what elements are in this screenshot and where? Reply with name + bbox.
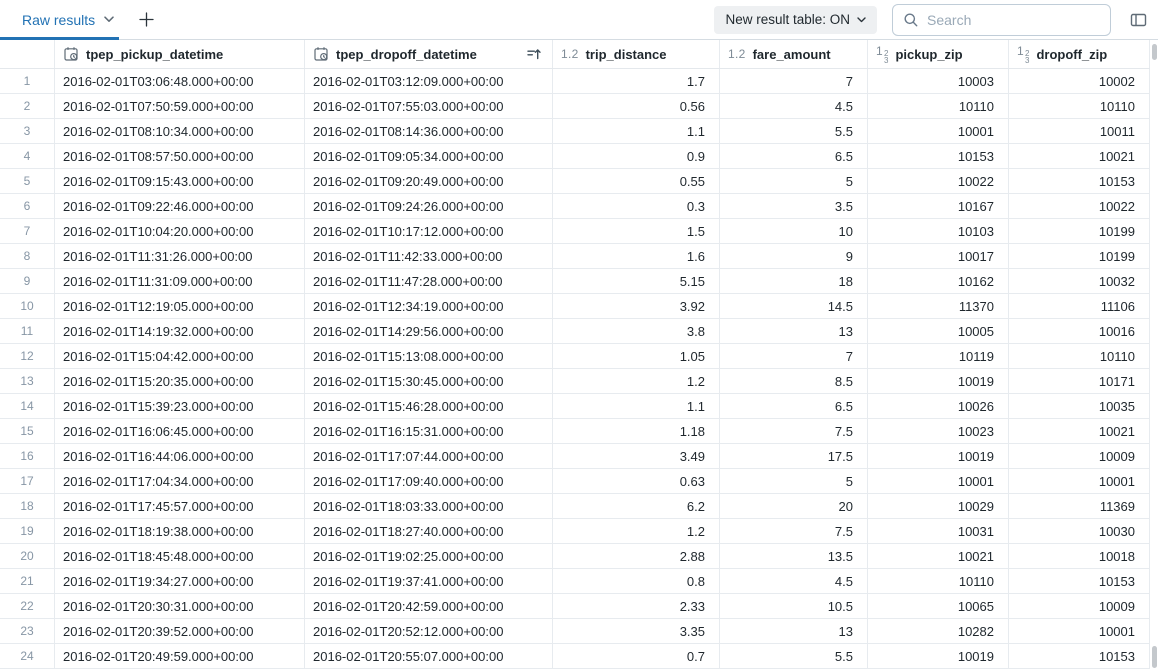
cell-pickup_zip[interactable]: 11370 (868, 294, 1009, 318)
cell-fare_amount[interactable]: 4.5 (720, 569, 868, 593)
cell-dropoff_zip[interactable]: 10009 (1009, 594, 1150, 618)
cell-tpep_pickup_datetime[interactable]: 2016-02-01T17:04:34.000+00:00 (55, 469, 305, 493)
row-index: 2 (0, 94, 55, 118)
cell-tpep_pickup_datetime[interactable]: 2016-02-01T10:04:20.000+00:00 (55, 219, 305, 243)
cell-fare_amount[interactable]: 7.5 (720, 419, 868, 443)
cell-pickup_zip[interactable]: 10282 (868, 619, 1009, 643)
cell-dropoff_zip[interactable]: 10110 (1009, 94, 1150, 118)
cell-trip_distance[interactable]: 3.35 (553, 619, 720, 643)
results-table (0, 40, 1150, 669)
cell-tpep_pickup_datetime[interactable]: 2016-02-01T16:44:06.000+00:00 (55, 444, 305, 468)
cell-dropoff_zip[interactable]: 10153 (1009, 644, 1150, 668)
cell-dropoff_zip[interactable]: 11106 (1009, 294, 1150, 318)
cell-tpep_pickup_datetime[interactable]: 2016-02-01T15:20:35.000+00:00 (55, 369, 305, 393)
cell-pickup_zip[interactable]: 10153 (868, 144, 1009, 168)
table-row (0, 169, 1150, 194)
integer-type-icon: 1 2 3 (876, 44, 889, 65)
table-row (0, 544, 1150, 569)
cell-dropoff_zip[interactable]: 10153 (1009, 569, 1150, 593)
integer-type-icon: 1 2 3 (1017, 44, 1030, 65)
cell-pickup_zip[interactable]: 10001 (868, 469, 1009, 493)
cell-tpep_pickup_datetime[interactable]: 2016-02-01T08:57:50.000+00:00 (55, 144, 305, 168)
cell-tpep_dropoff_datetime[interactable]: 2016-02-01T03:12:09.000+00:00 (305, 69, 553, 93)
table-row (0, 594, 1150, 619)
column-header-dropoff_zip[interactable] (1009, 40, 1150, 68)
cell-trip_distance[interactable]: 5.15 (553, 269, 720, 293)
cell-trip_distance[interactable]: 0.63 (553, 469, 720, 493)
cell-tpep_pickup_datetime[interactable]: 2016-02-01T11:31:26.000+00:00 (55, 244, 305, 268)
cell-dropoff_zip[interactable]: 10199 (1009, 219, 1150, 243)
table-row (0, 619, 1150, 644)
table-row (0, 94, 1150, 119)
row-index: 13 (0, 369, 55, 393)
cell-trip_distance[interactable]: 1.1 (553, 394, 720, 418)
cell-tpep_dropoff_datetime[interactable]: 2016-02-01T17:07:44.000+00:00 (305, 444, 553, 468)
table-row (0, 644, 1150, 669)
cell-tpep_dropoff_datetime[interactable]: 2016-02-01T09:20:49.000+00:00 (305, 169, 553, 193)
cell-trip_distance[interactable]: 1.6 (553, 244, 720, 268)
cell-fare_amount[interactable]: 20 (720, 494, 868, 518)
row-index: 12 (0, 344, 55, 368)
cell-trip_distance[interactable]: 1.05 (553, 344, 720, 368)
cell-tpep_dropoff_datetime[interactable]: 2016-02-01T20:42:59.000+00:00 (305, 594, 553, 618)
cell-tpep_dropoff_datetime[interactable]: 2016-02-01T11:47:28.000+00:00 (305, 269, 553, 293)
cell-pickup_zip[interactable]: 10021 (868, 544, 1009, 568)
row-index: 11 (0, 319, 55, 343)
cell-tpep_dropoff_datetime[interactable]: 2016-02-01T15:46:28.000+00:00 (305, 394, 553, 418)
cell-tpep_pickup_datetime[interactable]: 2016-02-01T20:39:52.000+00:00 (55, 619, 305, 643)
cell-pickup_zip[interactable]: 10162 (868, 269, 1009, 293)
table-row (0, 369, 1150, 394)
calendar-clock-icon (313, 46, 329, 62)
cell-fare_amount[interactable]: 9 (720, 244, 868, 268)
cell-tpep_dropoff_datetime[interactable]: 2016-02-01T08:14:36.000+00:00 (305, 119, 553, 143)
table-row (0, 519, 1150, 544)
row-index: 19 (0, 519, 55, 543)
cell-dropoff_zip[interactable]: 11369 (1009, 494, 1150, 518)
cell-pickup_zip[interactable]: 10023 (868, 419, 1009, 443)
toolbar-right-group (714, 4, 1158, 36)
cell-fare_amount[interactable]: 5 (720, 169, 868, 193)
row-index: 15 (0, 419, 55, 443)
cell-tpep_dropoff_datetime[interactable]: 2016-02-01T10:17:12.000+00:00 (305, 219, 553, 243)
cell-fare_amount[interactable]: 6.5 (720, 144, 868, 168)
cell-fare_amount[interactable]: 17.5 (720, 444, 868, 468)
cell-dropoff_zip[interactable]: 10171 (1009, 369, 1150, 393)
row-index: 7 (0, 219, 55, 243)
table-header-row (0, 40, 1150, 69)
cell-pickup_zip[interactable]: 10019 (868, 644, 1009, 668)
cell-pickup_zip[interactable]: 10003 (868, 69, 1009, 93)
table-row (0, 469, 1150, 494)
cell-tpep_pickup_datetime[interactable]: 2016-02-01T19:34:27.000+00:00 (55, 569, 305, 593)
cell-pickup_zip[interactable]: 10167 (868, 194, 1009, 218)
cell-tpep_dropoff_datetime[interactable]: 2016-02-01T20:52:12.000+00:00 (305, 619, 553, 643)
cell-pickup_zip[interactable]: 10019 (868, 369, 1009, 393)
tab-raw-results-label: Raw results (22, 11, 96, 28)
cell-dropoff_zip[interactable]: 10009 (1009, 444, 1150, 468)
cell-pickup_zip[interactable]: 10019 (868, 444, 1009, 468)
column-header-trip_distance[interactable] (553, 40, 720, 68)
cell-tpep_pickup_datetime[interactable]: 2016-02-01T16:06:45.000+00:00 (55, 419, 305, 443)
row-index-header (0, 40, 55, 68)
cell-fare_amount[interactable]: 10.5 (720, 594, 868, 618)
table-row (0, 244, 1150, 269)
decimal-type-icon: 1.2 (561, 47, 579, 61)
cell-dropoff_zip[interactable]: 10021 (1009, 419, 1150, 443)
cell-fare_amount[interactable]: 6.5 (720, 394, 868, 418)
cell-trip_distance[interactable]: 1.5 (553, 219, 720, 243)
chevron-down-icon (857, 17, 866, 23)
row-index: 16 (0, 444, 55, 468)
cell-dropoff_zip[interactable]: 10153 (1009, 169, 1150, 193)
cell-tpep_pickup_datetime[interactable]: 2016-02-01T15:04:42.000+00:00 (55, 344, 305, 368)
scrollbar-bottom-segment[interactable] (1152, 646, 1157, 668)
table-row (0, 294, 1150, 319)
add-result-tab-button[interactable] (132, 6, 160, 34)
cell-tpep_dropoff_datetime[interactable]: 2016-02-01T19:37:41.000+00:00 (305, 569, 553, 593)
row-index: 4 (0, 144, 55, 168)
decimal-type-icon: 1.2 (728, 47, 746, 61)
cell-tpep_dropoff_datetime[interactable]: 2016-02-01T11:42:33.000+00:00 (305, 244, 553, 268)
cell-fare_amount[interactable]: 7 (720, 344, 868, 368)
cell-tpep_pickup_datetime[interactable]: 2016-02-01T15:39:23.000+00:00 (55, 394, 305, 418)
search-box[interactable] (892, 4, 1111, 36)
cell-pickup_zip[interactable]: 10031 (868, 519, 1009, 543)
cell-pickup_zip[interactable]: 10005 (868, 319, 1009, 343)
cell-trip_distance[interactable]: 1.1 (553, 119, 720, 143)
row-index: 21 (0, 569, 55, 593)
column-label: pickup_zip (895, 46, 963, 62)
row-index: 1 (0, 69, 55, 93)
cell-tpep_dropoff_datetime[interactable]: 2016-02-01T07:55:03.000+00:00 (305, 94, 553, 118)
cell-pickup_zip[interactable]: 10110 (868, 569, 1009, 593)
cell-fare_amount[interactable]: 7 (720, 69, 868, 93)
table-row (0, 419, 1150, 444)
cell-tpep_pickup_datetime[interactable]: 2016-02-01T09:15:43.000+00:00 (55, 169, 305, 193)
row-index: 8 (0, 244, 55, 268)
chevron-down-icon[interactable] (104, 16, 114, 23)
cell-tpep_pickup_datetime[interactable]: 2016-02-01T20:30:31.000+00:00 (55, 594, 305, 618)
cell-dropoff_zip[interactable]: 10002 (1009, 69, 1150, 93)
cell-trip_distance[interactable]: 3.8 (553, 319, 720, 343)
cell-tpep_dropoff_datetime[interactable]: 2016-02-01T18:03:33.000+00:00 (305, 494, 553, 518)
cell-trip_distance[interactable]: 0.55 (553, 169, 720, 193)
cell-pickup_zip[interactable]: 10065 (868, 594, 1009, 618)
cell-trip_distance[interactable]: 1.7 (553, 69, 720, 93)
column-label: tpep_pickup_datetime (86, 46, 224, 62)
column-label: fare_amount (752, 46, 831, 62)
table-row (0, 444, 1150, 469)
row-index: 23 (0, 619, 55, 643)
column-header-fare_amount[interactable] (720, 40, 868, 68)
cell-trip_distance[interactable]: 0.3 (553, 194, 720, 218)
cell-pickup_zip[interactable]: 10017 (868, 244, 1009, 268)
cell-trip_distance[interactable]: 0.9 (553, 144, 720, 168)
cell-tpep_pickup_datetime[interactable]: 2016-02-01T08:10:34.000+00:00 (55, 119, 305, 143)
cell-trip_distance[interactable]: 0.56 (553, 94, 720, 118)
table-row (0, 194, 1150, 219)
cell-trip_distance[interactable]: 0.8 (553, 569, 720, 593)
sort-ascending-icon[interactable] (526, 46, 544, 62)
cell-tpep_dropoff_datetime[interactable]: 2016-02-01T14:29:56.000+00:00 (305, 319, 553, 343)
scrollbar-thumb[interactable] (1152, 44, 1157, 60)
cell-fare_amount[interactable]: 13.5 (720, 544, 868, 568)
cell-trip_distance[interactable]: 3.49 (553, 444, 720, 468)
table-row (0, 319, 1150, 344)
cell-pickup_zip[interactable]: 10026 (868, 394, 1009, 418)
cell-tpep_dropoff_datetime[interactable]: 2016-02-01T15:30:45.000+00:00 (305, 369, 553, 393)
cell-tpep_dropoff_datetime[interactable]: 2016-02-01T09:05:34.000+00:00 (305, 144, 553, 168)
cell-dropoff_zip[interactable]: 10018 (1009, 544, 1150, 568)
vertical-scrollbar[interactable] (1150, 41, 1158, 670)
cell-tpep_dropoff_datetime[interactable]: 2016-02-01T15:13:08.000+00:00 (305, 344, 553, 368)
table-row (0, 269, 1150, 294)
cell-fare_amount[interactable]: 14.5 (720, 294, 868, 318)
cell-dropoff_zip[interactable]: 10001 (1009, 619, 1150, 643)
table-row (0, 119, 1150, 144)
table-row (0, 569, 1150, 594)
tab-raw-results[interactable] (0, 0, 126, 39)
cell-fare_amount[interactable]: 13 (720, 619, 868, 643)
row-index: 10 (0, 294, 55, 318)
cell-fare_amount[interactable]: 8.5 (720, 369, 868, 393)
cell-pickup_zip[interactable]: 10029 (868, 494, 1009, 518)
cell-trip_distance[interactable]: 2.33 (553, 594, 720, 618)
cell-fare_amount[interactable]: 13 (720, 319, 868, 343)
row-index: 9 (0, 269, 55, 293)
column-header-pickup_zip[interactable] (868, 40, 1009, 68)
calendar-clock-icon (63, 46, 79, 62)
cell-trip_distance[interactable]: 2.88 (553, 544, 720, 568)
cell-pickup_zip[interactable]: 10103 (868, 219, 1009, 243)
cell-fare_amount[interactable]: 7.5 (720, 519, 868, 543)
row-index: 6 (0, 194, 55, 218)
cell-trip_distance[interactable]: 1.2 (553, 519, 720, 543)
cell-trip_distance[interactable]: 6.2 (553, 494, 720, 518)
table-row (0, 494, 1150, 519)
cell-trip_distance[interactable]: 0.7 (553, 644, 720, 668)
row-index: 24 (0, 644, 55, 668)
cell-tpep_dropoff_datetime[interactable]: 2016-02-01T17:09:40.000+00:00 (305, 469, 553, 493)
cell-tpep_dropoff_datetime[interactable]: 2016-02-01T19:02:25.000+00:00 (305, 544, 553, 568)
cell-fare_amount[interactable]: 5 (720, 469, 868, 493)
cell-dropoff_zip[interactable]: 10022 (1009, 194, 1150, 218)
cell-fare_amount[interactable]: 5.5 (720, 119, 868, 143)
cell-dropoff_zip[interactable]: 10030 (1009, 519, 1150, 543)
cell-pickup_zip[interactable]: 10119 (868, 344, 1009, 368)
table-row (0, 144, 1150, 169)
table-body (0, 69, 1150, 669)
table-row (0, 219, 1150, 244)
cell-trip_distance[interactable]: 1.18 (553, 419, 720, 443)
row-index: 14 (0, 394, 55, 418)
cell-trip_distance[interactable]: 1.2 (553, 369, 720, 393)
cell-fare_amount[interactable]: 18 (720, 269, 868, 293)
cell-dropoff_zip[interactable]: 10032 (1009, 269, 1150, 293)
row-index: 3 (0, 119, 55, 143)
results-toolbar (0, 0, 1158, 40)
table-row (0, 344, 1150, 369)
cell-tpep_dropoff_datetime[interactable]: 2016-02-01T20:55:07.000+00:00 (305, 644, 553, 668)
cell-fare_amount[interactable]: 10 (720, 219, 868, 243)
cell-dropoff_zip[interactable]: 10021 (1009, 144, 1150, 168)
cell-fare_amount[interactable]: 4.5 (720, 94, 868, 118)
cell-dropoff_zip[interactable]: 10016 (1009, 319, 1150, 343)
column-label: trip_distance (585, 46, 667, 62)
cell-tpep_pickup_datetime[interactable]: 2016-02-01T09:22:46.000+00:00 (55, 194, 305, 218)
cell-tpep_pickup_datetime[interactable]: 2016-02-01T20:49:59.000+00:00 (55, 644, 305, 668)
cell-pickup_zip[interactable]: 10022 (868, 169, 1009, 193)
cell-pickup_zip[interactable]: 10110 (868, 94, 1009, 118)
cell-pickup_zip[interactable]: 10001 (868, 119, 1009, 143)
cell-tpep_pickup_datetime[interactable]: 2016-02-01T14:19:32.000+00:00 (55, 319, 305, 343)
cell-dropoff_zip[interactable]: 10035 (1009, 394, 1150, 418)
column-header-tpep_dropoff_datetime[interactable] (305, 40, 553, 68)
cell-dropoff_zip[interactable]: 10001 (1009, 469, 1150, 493)
cell-tpep_dropoff_datetime[interactable]: 2016-02-01T18:27:40.000+00:00 (305, 519, 553, 543)
cell-tpep_pickup_datetime[interactable]: 2016-02-01T03:06:48.000+00:00 (55, 69, 305, 93)
row-index: 17 (0, 469, 55, 493)
toggle-side-panel-button[interactable] (1126, 8, 1150, 32)
cell-dropoff_zip[interactable]: 10011 (1009, 119, 1150, 143)
cell-tpep_dropoff_datetime[interactable]: 2016-02-01T09:24:26.000+00:00 (305, 194, 553, 218)
column-header-tpep_pickup_datetime[interactable] (55, 40, 305, 68)
cell-tpep_dropoff_datetime[interactable]: 2016-02-01T12:34:19.000+00:00 (305, 294, 553, 318)
row-index: 20 (0, 544, 55, 568)
new-result-table-toggle-label: New result table: ON (725, 12, 850, 27)
cell-dropoff_zip[interactable]: 10199 (1009, 244, 1150, 268)
row-index: 18 (0, 494, 55, 518)
cell-tpep_pickup_datetime[interactable]: 2016-02-01T12:19:05.000+00:00 (55, 294, 305, 318)
row-index: 22 (0, 594, 55, 618)
search-input[interactable] (927, 12, 1100, 28)
table-row (0, 394, 1150, 419)
cell-tpep_pickup_datetime[interactable]: 2016-02-01T17:45:57.000+00:00 (55, 494, 305, 518)
row-index: 5 (0, 169, 55, 193)
cell-tpep_pickup_datetime[interactable]: 2016-02-01T07:50:59.000+00:00 (55, 94, 305, 118)
cell-tpep_pickup_datetime[interactable]: 2016-02-01T11:31:09.000+00:00 (55, 269, 305, 293)
cell-fare_amount[interactable]: 3.5 (720, 194, 868, 218)
cell-tpep_pickup_datetime[interactable]: 2016-02-01T18:45:48.000+00:00 (55, 544, 305, 568)
search-icon (903, 12, 919, 28)
cell-tpep_pickup_datetime[interactable]: 2016-02-01T18:19:38.000+00:00 (55, 519, 305, 543)
column-label: dropoff_zip (1036, 46, 1108, 62)
cell-dropoff_zip[interactable]: 10110 (1009, 344, 1150, 368)
cell-tpep_dropoff_datetime[interactable]: 2016-02-01T16:15:31.000+00:00 (305, 419, 553, 443)
column-label: tpep_dropoff_datetime (336, 46, 477, 62)
table-row (0, 69, 1150, 94)
cell-fare_amount[interactable]: 5.5 (720, 644, 868, 668)
cell-trip_distance[interactable]: 3.92 (553, 294, 720, 318)
new-result-table-toggle[interactable] (714, 6, 877, 34)
